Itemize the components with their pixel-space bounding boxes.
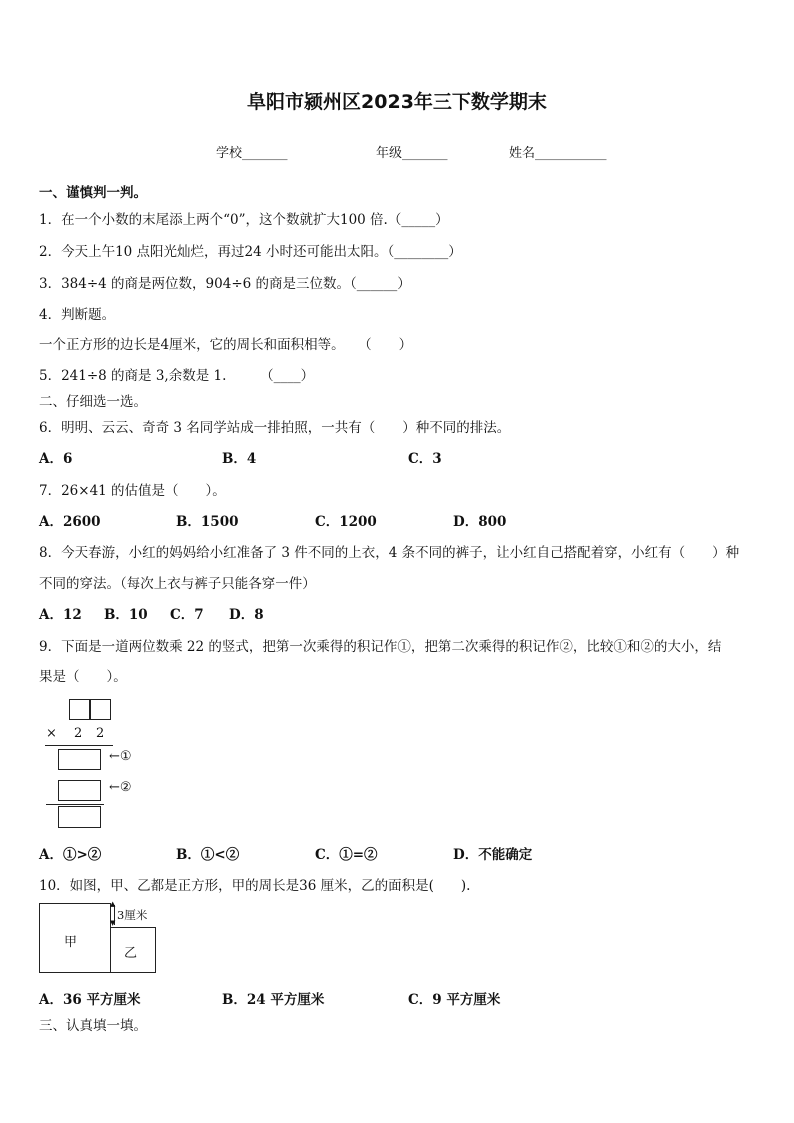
q7-option-d: D．800 [453,514,507,530]
section-2-heading: 二、仔细选一选。 [39,394,147,410]
q10-option-b: B．24 平方厘米 [222,992,325,1008]
q7-option-c: C．1200 [315,514,377,530]
digit-box-ones [90,699,111,720]
question-5: 5．241÷8 的商是 3,余数是 1. （____） [39,368,315,384]
question-10: 10．如图，甲、乙都是正方形，甲的周长是36 厘米，乙的面积是( ). [39,878,471,894]
q9-option-c: C．①=② [315,847,378,863]
q8-option-d: D．8 [229,607,264,623]
q6-option-b: B．4 [222,451,257,467]
q9-option-d: D．不能确定 [453,847,533,863]
question-1: 1．在一个小数的末尾添上两个“0”，这个数就扩大100 倍.（_____） [39,212,449,228]
q8-option-c: C．7 [170,607,204,623]
question-8-line-1: 8．今天春游，小红的妈妈给小红准备了 3 件不同的上衣，4 条不同的裤子，让小红自己搭配着穿，小红有（ ）种 [39,545,740,561]
q7-option-a: A．2600 [39,514,101,530]
dimension-label: 3厘米 [117,908,148,922]
multiplication-line [45,745,113,746]
school-field: 学校_______ [216,146,288,161]
q10-option-a: A．36 平方厘米 [39,992,141,1008]
q6-option-c: C．3 [408,451,442,467]
name-field: 姓名___________ [509,146,607,161]
question-9-line-2: 果是（ ）。 [39,669,127,685]
q6-option-a: A．6 [39,451,73,467]
question-8-line-2: 不同的穿法。（每次上衣与裤子只能各穿一件） [39,576,316,592]
section-1-heading: 一、谨慎判一判。 [39,185,147,201]
dimension-arrow-down: ▼ [110,919,116,927]
question-4-text: 一个正方形的边长是4厘米，它的周长和面积相等。 （ ） [39,337,413,353]
multiplier-digit-1: 2 [74,726,83,741]
digit-box-tens [69,699,90,720]
partial-product-2-box [58,780,101,801]
section-3-heading: 三、认真填一填。 [39,1018,147,1034]
question-3: 3．384÷4 的商是两位数，904÷6 的商是三位数。（______） [39,276,411,292]
arrow-label-1: ←① [109,749,132,764]
grade-field: 年级_______ [376,146,448,161]
square-yi-label: 乙 [124,946,138,961]
q7-option-b: B．1500 [176,514,239,530]
question-2: 2．今天上午10 点阳光灿烂，再过24 小时还可能出太阳。（________） [39,244,462,260]
q10-option-c: C．9 平方厘米 [408,992,501,1008]
page-title: 阜阳市颍州区2023年三下数学期末 [247,91,547,113]
times-sign: × [46,726,57,741]
dimension-arrow-up: ▲ [110,900,116,908]
arrow-label-2: ←② [109,780,132,795]
product-box [58,806,101,828]
multiplier-digit-2: 2 [96,726,105,741]
partial-product-1-box [58,749,101,770]
question-4-title: 4．判断题。 [39,307,116,323]
q8-option-b: B．10 [104,607,148,623]
q8-option-a: A．12 [39,607,82,623]
question-7: 7．26×41 的估值是（ ）。 [39,483,226,499]
square-jia-label: 甲 [64,935,78,950]
question-9-line-1: 9．下面是一道两位数乘 22 的竖式，把第一次乘得的积记作①，把第二次乘得的积记作②，比较①和②的大小，结 [39,639,722,655]
q9-option-b: B．①<② [176,847,240,863]
question-6: 6．明明、云云、奇奇 3 名同学站成一排拍照，一共有（ ）种不同的排法。 [39,420,511,436]
sum-line [46,804,104,805]
q9-option-a: A．①>② [39,847,102,863]
